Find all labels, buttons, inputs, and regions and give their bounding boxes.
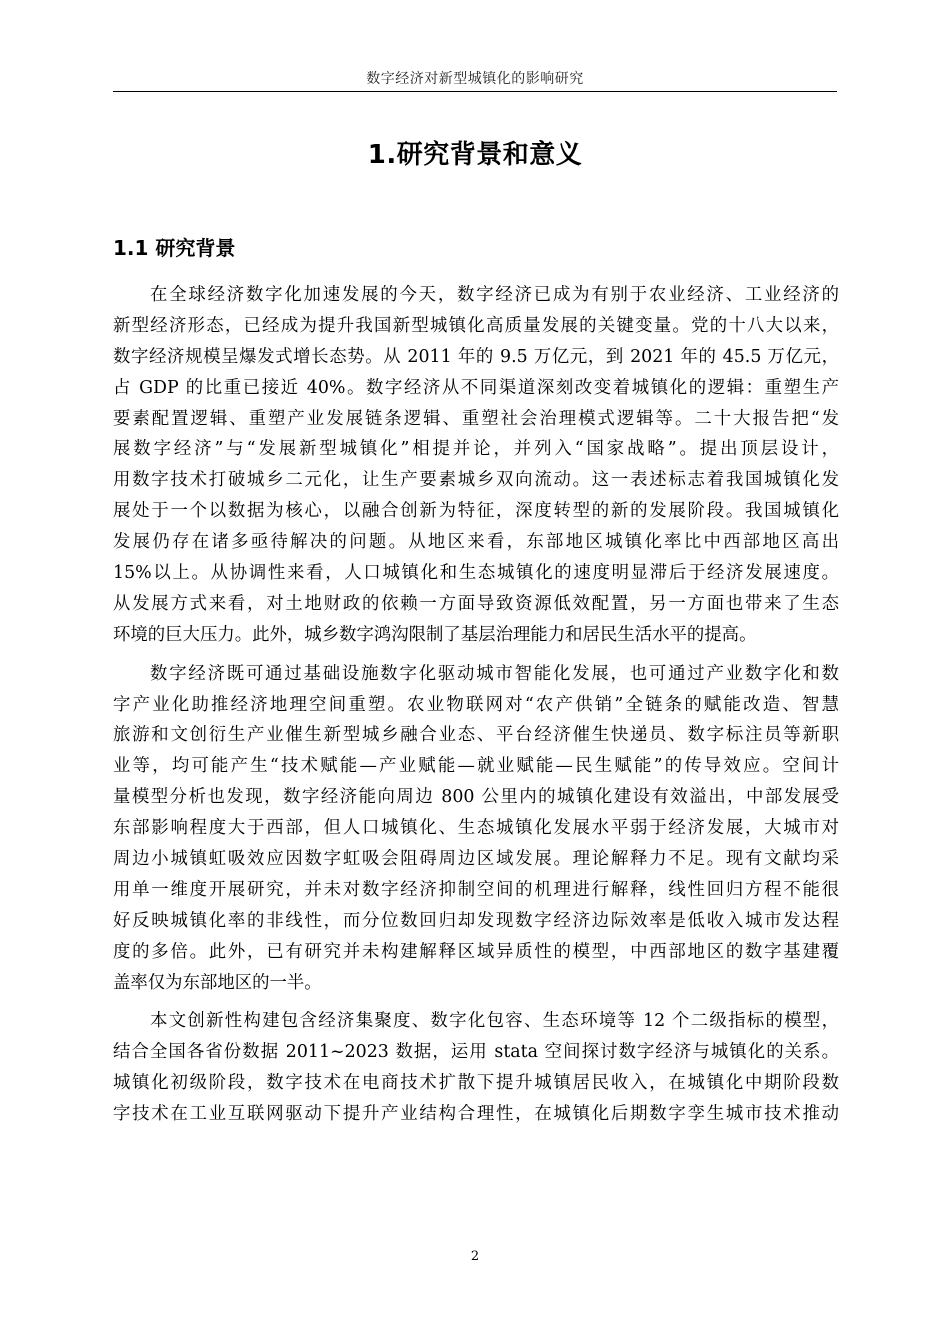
text-line: 展处于一个以数据为核心，以融合创新为特征，深度转型的新的发展阶段。我国城镇化 — [113, 501, 839, 522]
text-line: 数字经济既可通过基础设施数字化驱动城市智能化发展，也可通过产业数字化和数 — [150, 663, 839, 684]
text-line: 度的多倍。此外，已有研究并未构建解释区域异质性的模型，中西部地区的数字基建覆 — [113, 941, 839, 962]
section-title: 1.1 研究背景 — [113, 236, 236, 260]
text-line: 在全球经济数字化加速发展的今天，数字经济已成为有别于农业经济、工业经济的 — [150, 285, 839, 305]
text-line: 业等，均可能产生“技术赋能—产业赋能—就业赋能—民生赋能”的传导效应。空间计 — [113, 756, 839, 777]
text-line: 好反映城镇化率的非线性，而分位数回归却发现数字经济边际效率是低收入城市发达程 — [113, 910, 839, 931]
text-line: 环境的巨大压力。此外，城乡数字鸿沟限制了基层治理能力和居民生活水平的提高。 — [113, 624, 757, 645]
paragraph-3 — [113, 1006, 839, 1130]
text-line: 从发展方式来看，对土地财政的依赖一方面导致资源低效配置，另一方面也带来了生态 — [113, 593, 839, 614]
text-line: 周边小城镇虹吸效应因数字虹吸会阻碍周边区域发展。理论解释力不足。现有文献均采 — [113, 849, 839, 870]
paragraph-1 — [113, 280, 839, 651]
text-line: 要素配置逻辑、重塑产业发展链条逻辑、重塑社会治理模式逻辑等。二十大报告把“发 — [113, 408, 839, 429]
text-line: 量模型分析也发现，数字经济能向周边 800 公里内的城镇化建设有效溢出，中部发展受 — [113, 787, 839, 808]
paragraph-2 — [113, 659, 839, 999]
page-number: 2 — [470, 1249, 480, 1264]
text-line: 盖率仅为东部地区的一半。 — [113, 972, 322, 993]
text-line: 字技术在工业互联网驱动下提升产业结构合理性，在城镇化后期数字孪生城市技术推动 — [113, 1104, 839, 1125]
text-line: 数字经济规模呈爆发式增长态势。从 2011 年的 9.5 万亿元，到 2021 年的 45.5 万亿元， — [113, 346, 839, 367]
chapter-title: 1.研究背景和意义 — [367, 140, 583, 170]
text-line: 占 GDP 的比重已接近 40%。数字经济从不同渠道深刻改变着城镇化的逻辑：重塑生产 — [113, 377, 839, 398]
text-line: 发展仍存在诸多亟待解决的问题。从地区来看，东部地区城镇化率比中西部地区高出 — [113, 532, 839, 553]
text-line: 15%以上。从协调性来看，人口城镇化和生态城镇化的速度明显滞后于经济发展速度。 — [113, 563, 839, 584]
running-header: 数字经济对新型城镇化的影响研究 — [366, 71, 584, 87]
text-line: 东部影响程度大于西部，但人口城镇化、生态城镇化发展水平弱于经济发展，大城市对 — [113, 818, 839, 839]
body-text — [113, 280, 839, 1138]
text-line: 用单一维度开展研究，并未对数字经济抑制空间的机理进行解释，线性回归方程不能很 — [113, 879, 839, 900]
text-line: 旅游和文创衍生产业催生新型城乡融合业态、平台经济催生快递员、数字标注员等新职 — [113, 725, 839, 746]
text-line: 新型经济形态，已经成为提升我国新型城镇化高质量发展的关键变量。党的十八大以来， — [113, 315, 839, 336]
text-line: 城镇化初级阶段，数字技术在电商技术扩散下提升城镇居民收入，在城镇化中期阶段数 — [113, 1073, 839, 1094]
text-line: 用数字技术打破城乡二元化，让生产要素城乡双向流动。这一表述标志着我国城镇化发 — [113, 470, 839, 491]
text-line: 字产业化助推经济地理空间重塑。农业物联网对“农产供销”全链条的赋能改造、智慧 — [113, 694, 839, 715]
text-line: 本文创新性构建包含经济集聚度、数字化包容、生态环境等 12 个二级指标的模型， — [150, 1011, 839, 1032]
text-line: 展数字经济”与“发展新型城镇化”相提并论，并列入“国家战略”。提出顶层设计， — [113, 439, 839, 460]
header-rule — [113, 91, 837, 92]
text-line: 结合全国各省份数据 2011~2023 数据，运用 stata 空间探讨数字经济与城镇化的关系。 — [113, 1042, 839, 1063]
